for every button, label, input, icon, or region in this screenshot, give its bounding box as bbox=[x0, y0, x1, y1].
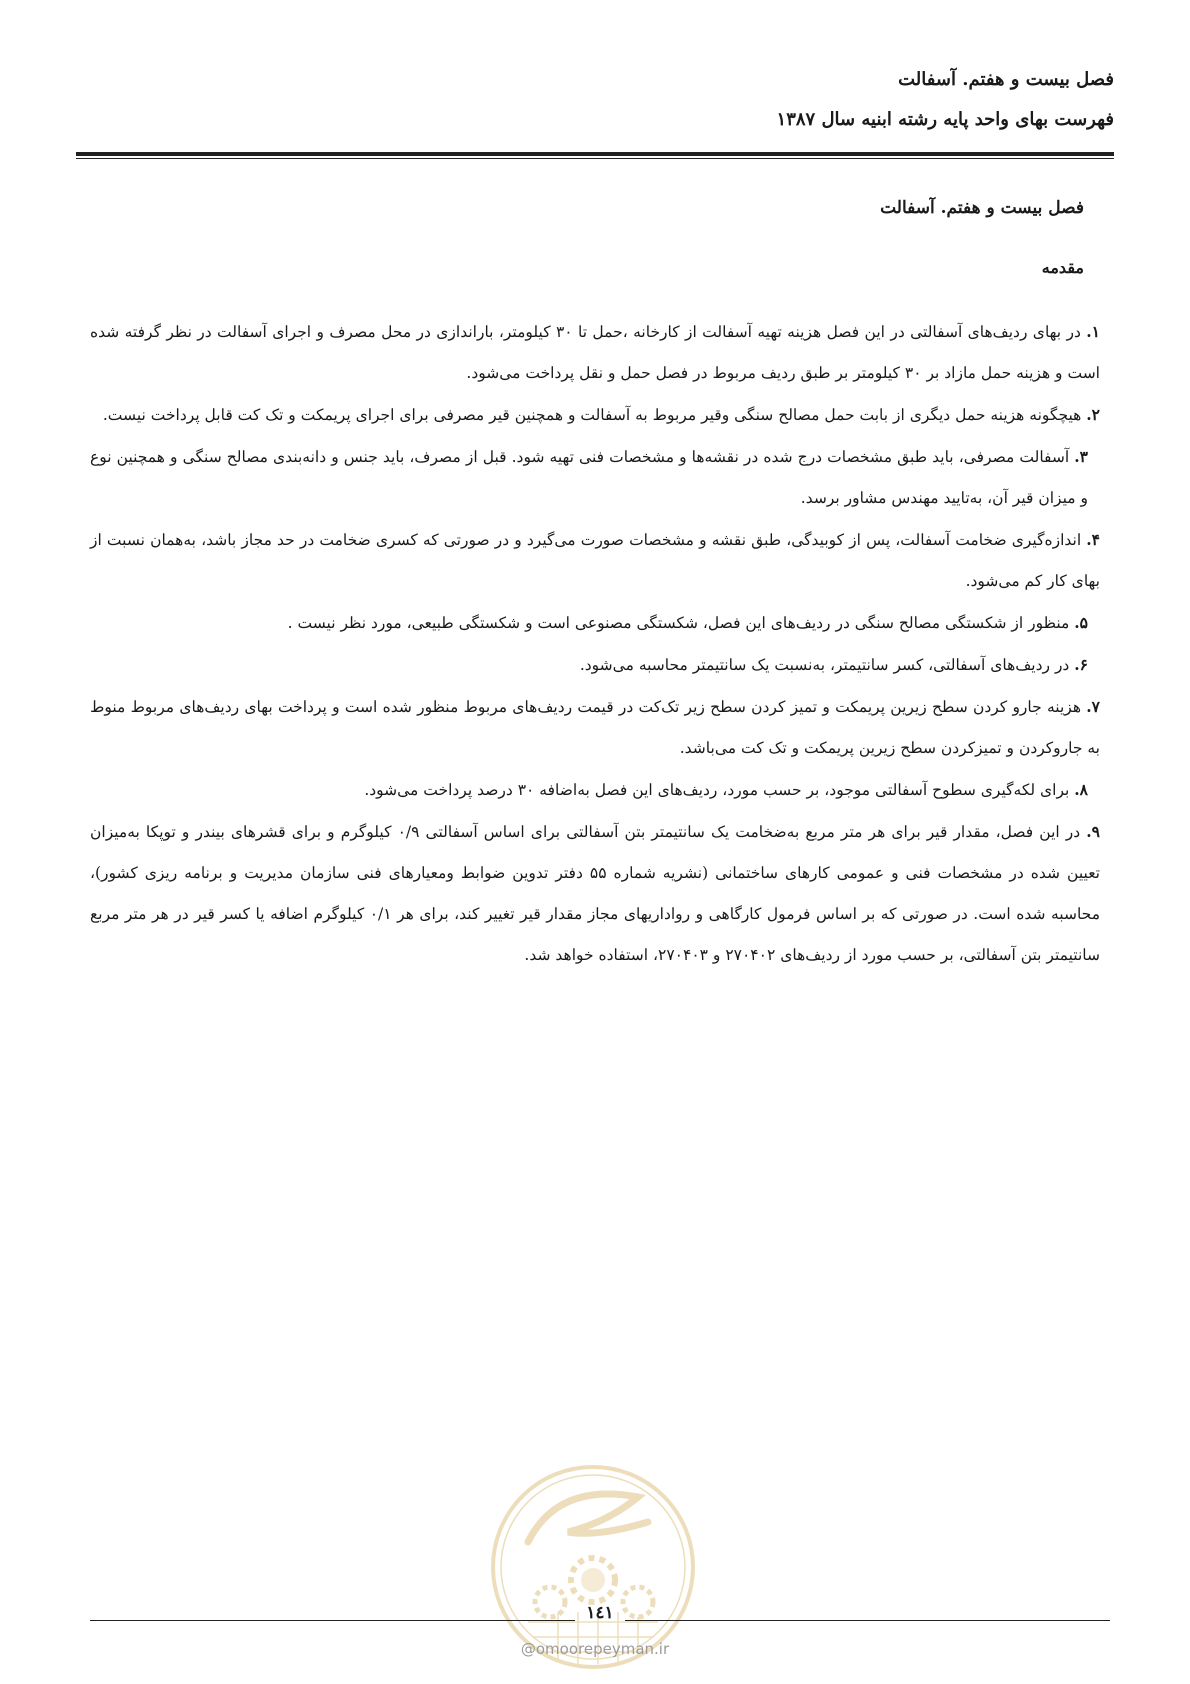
header-divider-thick bbox=[76, 152, 1114, 156]
paragraph-5: ۵. منظور از شکستگی مصالح سنگی در ردیف‌های این فصل، شکستگی مصنوعی است و شکستگی طبیعی، مورد نظر نیست . bbox=[287, 613, 1088, 632]
footer-divider-right bbox=[625, 1620, 1110, 1621]
paragraph-2: ۲. هیچگونه هزینه حمل دیگری از بابت حمل مصالح سنگی وقیر مربوط به آسفالت و همچنین قیر مصرفی برای اجرای پریمکت و تک کت قابل پرداخت نیست. bbox=[102, 405, 1100, 424]
website-watermark: @omoorepeyman.ir bbox=[520, 1640, 670, 1658]
section-title: فصل بیست و هفتم. آسفالت bbox=[880, 198, 1084, 218]
paragraph-3: ۳. آسفالت مصرفی، باید طبق مشخصات درج شده در نقشه‌ها و مشخصات فنی تهیه شود. قبل از مصرف، باید جنس و دانه‌بندی مصالح سنگی و همچنین نوع و میزان قیر آن، به‌تایید مهندس مشاور برسد. bbox=[90, 447, 1088, 507]
footer-divider-left bbox=[90, 1620, 575, 1621]
page-header bbox=[76, 60, 1114, 140]
paragraph-9: ۹. در این فصل، مقدار قیر برای هر متر مربع به‌ضخامت یک سانتیمتر بتن آسفالتی برای اساس آسفالتی ۰/۹ کیلوگرم و برای قشرهای بیندر و توپکا به‌میزان تعیین شده در مشخصات فنی و عمومی کارهای ساختمانی (نشریه شماره ۵۵ دفتر تدوین ضوابط ومعیارهای فنی سازمان مدیریت و برنامه ریزی کشور)، محاسبه شده است. در صورتی که بر اساس فرمول کارگاهی و رواداریهای مجاز مقدار قیر تغییر کند، برای هر ۰/۱ کیلوگرم اضافه یا کسر قیر در هر متر مربع سانتیمتر بتن آسفالتی، بر حسب مورد از ردیف‌های ۲۷۰۴۰۲ و ۲۷۰۴۰۳، استفاده خواهد شد. bbox=[90, 822, 1100, 964]
paragraph-6: ۶. در ردیف‌های آسفالتی، کسر سانتیمتر، به‌نسبت یک سانتیمتر محاسبه می‌شود. bbox=[579, 655, 1088, 674]
document-title: فهرست بهای واحد پایه رشته ابنیه سال ۱۳۸۷ bbox=[776, 109, 1114, 130]
paragraph-7: ۷. هزینه جارو کردن سطح زیرین پریمکت و تمیز کردن سطح زیر تک‌کت در قیمت ردیف‌های مربوط منظور شده است و پرداخت بهای ردیف‌های مربوط منوط به جاروکردن و تمیزکردن سطح زیرین پریمکت و تک کت می‌باشد. bbox=[90, 697, 1100, 757]
main-content bbox=[90, 198, 1100, 976]
paragraph-1: ۱. در بهای ردیف‌های آسفالتی در این فصل هزینه تهیه آسفالت از کارخانه ،حمل تا ۳۰ کیلومتر، باراندازی در محل مصرف و اجرای آسفالت در نظر گرفته شده است و هزینه حمل مازاد بر ۳۰ کیلومتر بر طبق ردیف مربوط در فصل حمل و نقل پرداخت می‌شود. bbox=[90, 322, 1100, 382]
paragraph-4: ۴. اندازه‌گیری ضخامت آسفالت، پس از کوبیدگی، طبق نقشه و مشخصات صورت می‌گیرد و در صورتی که کسری ضخامت در حد مجاز باشد، به‌همان نسبت از بهای کار کم می‌شود. bbox=[90, 530, 1100, 590]
paragraph-8: ۸. برای لکه‌گیری سطوح آسفالتی موجود، بر حسب مورد، ردیف‌های این فصل به‌اضافه ۳۰ درصد پرداخت می‌شود. bbox=[364, 780, 1088, 799]
page-number: ۱٤۱ bbox=[586, 1603, 614, 1623]
chapter-title: فصل بیست و هفتم. آسفالت bbox=[898, 69, 1114, 90]
intro-title: مقدمه bbox=[1041, 258, 1084, 277]
header-divider-thin bbox=[76, 158, 1114, 159]
